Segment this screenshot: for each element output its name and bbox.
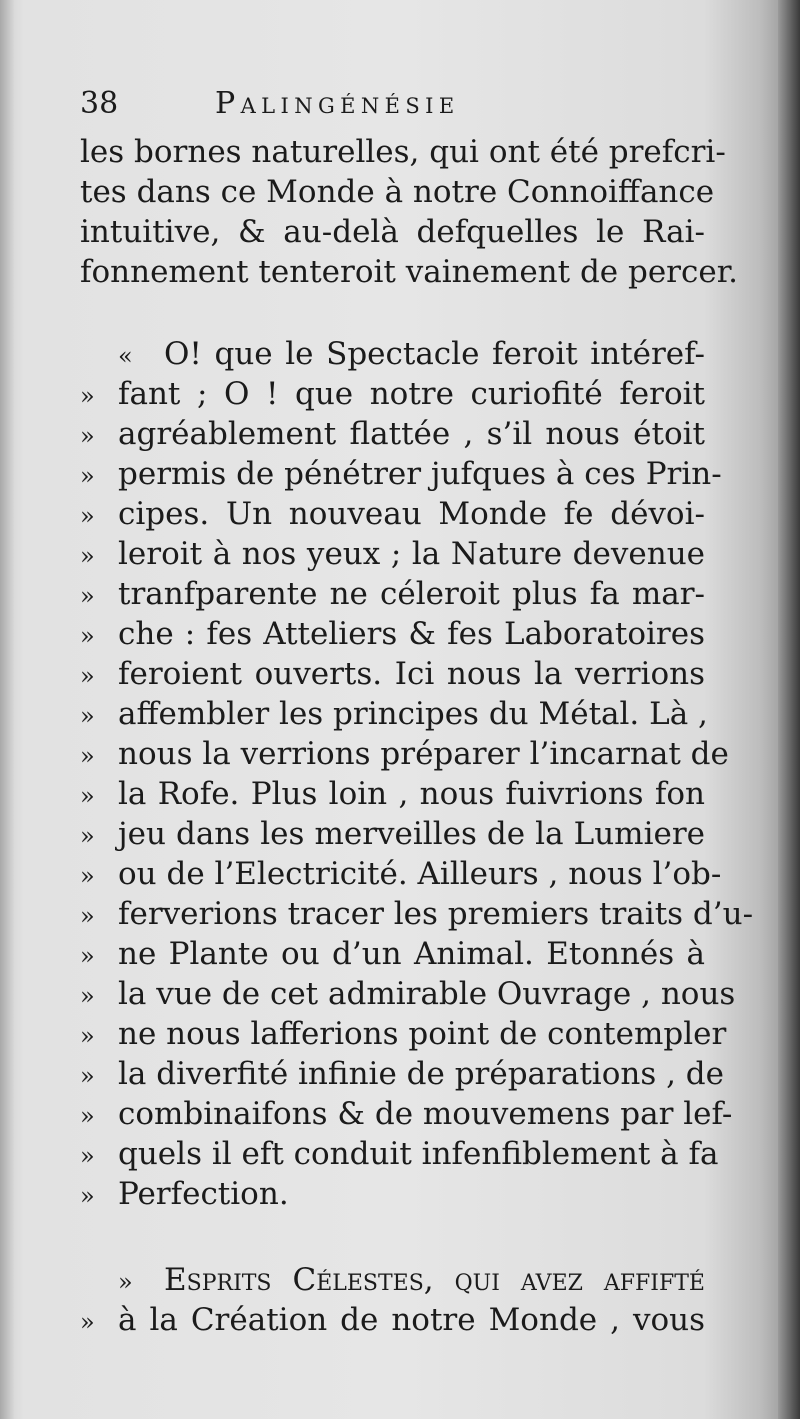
text-line [80,1014,727,1054]
line-text: affembler les principes du Métal. Là , [118,696,708,732]
quote-mark: » [80,982,95,1010]
line-text: Esprits Célestes, qui avez affifté [164,1262,705,1298]
text-line [80,614,705,654]
quote-mark: » [80,662,95,690]
quote-mark: » [80,782,95,810]
page-body [80,132,754,1340]
line-text: cipes. Un nouveau Monde fe dévoi- [118,496,705,532]
text-line [80,1300,705,1340]
line-text: ne nous lafferions point de contempler [118,1016,727,1052]
text-line [80,252,738,292]
text-line [80,414,705,454]
line-text: tes dans ce Monde à notre Connoiffance [80,174,715,210]
text-line [80,1260,705,1300]
quote-mark: » [80,542,95,570]
line-text: les bornes naturelles, qui ont été prefcri- [80,134,726,170]
text-line [80,172,715,212]
text-line [80,774,705,814]
page-number: 38 [80,86,119,121]
quote-mark: » [118,1268,133,1296]
line-text: fonnement tenteroit vainement de percer. [80,254,738,290]
text-line [80,894,754,934]
text-line [80,974,736,1014]
quote-mark: » [80,1308,95,1336]
text-line [80,334,705,374]
line-text: leroit à nos yeux ; la Nature devenue [118,536,705,572]
quote-mark: » [80,822,95,850]
quote-mark: « [118,342,133,370]
quote-mark: » [80,902,95,930]
line-text: la diverfité infinie de préparations , de [118,1056,724,1092]
line-text: feroient ouverts. Ici nous la verrions [118,656,705,692]
text-line [80,814,705,854]
line-text: la vue de cet admirable Ouvrage , nous [118,976,736,1012]
text-line [80,212,705,252]
quote-mark: » [80,862,95,890]
quote-mark: » [80,422,95,450]
quote-mark: » [80,462,95,490]
quote-mark: » [80,582,95,610]
line-text: nous la verrions préparer l’incarnat de [118,736,729,772]
line-text: intuitive, & au-delà defquelles le Rai- [80,214,705,250]
text-line [80,694,708,734]
quote-mark: » [80,1022,95,1050]
text-line [80,1174,705,1214]
page-header [80,84,720,124]
line-text: quels il eft conduit infenfiblement à fa [118,1136,719,1172]
line-text: combinaifons & de mouvemens par lef- [118,1096,733,1132]
quote-mark: » [80,702,95,730]
quote-mark: » [80,1062,95,1090]
line-text: O! que le Spectacle feroit intéref- [164,336,705,372]
text-line [80,374,705,414]
text-line [80,854,722,894]
quote-mark: » [80,1142,95,1170]
text-line [80,1094,733,1134]
line-text: Perfection. [118,1176,289,1212]
text-line [80,494,705,534]
line-text: jeu dans les merveilles de la Lumiere [118,816,705,852]
line-text: ferverions tracer les premiers traits d’u- [118,896,754,932]
text-line [80,734,729,774]
text-line [80,934,705,974]
quote-mark: » [80,742,95,770]
text-line [80,574,705,614]
quote-mark: » [80,942,95,970]
text-line [80,454,722,494]
quote-mark: » [80,382,95,410]
text-line [80,132,726,172]
line-text: ne Plante ou d’un Animal. Etonnés à [118,936,705,972]
text-line [80,654,705,694]
line-text: à la Création de notre Monde , vous [118,1302,705,1338]
line-text: agréablement flattée , s’il nous étoit [118,416,705,452]
running-title: Palingénésie [215,86,460,121]
line-text: permis de pénétrer jufques à ces Prin- [118,456,722,492]
text-line [80,1054,724,1094]
line-text: che : fes Atteliers & fes Laboratoires [118,616,705,652]
quote-mark: » [80,1182,95,1210]
line-text: tranfparente ne céleroit plus fa mar- [118,576,705,612]
quote-mark: » [80,1102,95,1130]
line-text: ou de l’Electricité. Ailleurs , nous l’ob- [118,856,722,892]
line-text: fant ; O ! que notre curiofité feroit [118,376,705,412]
text-line [80,534,705,574]
quote-mark: » [80,502,95,530]
text-line [80,1134,719,1174]
quote-mark: » [80,622,95,650]
line-text: la Rofe. Plus loin , nous fuivrions fon [118,776,705,812]
